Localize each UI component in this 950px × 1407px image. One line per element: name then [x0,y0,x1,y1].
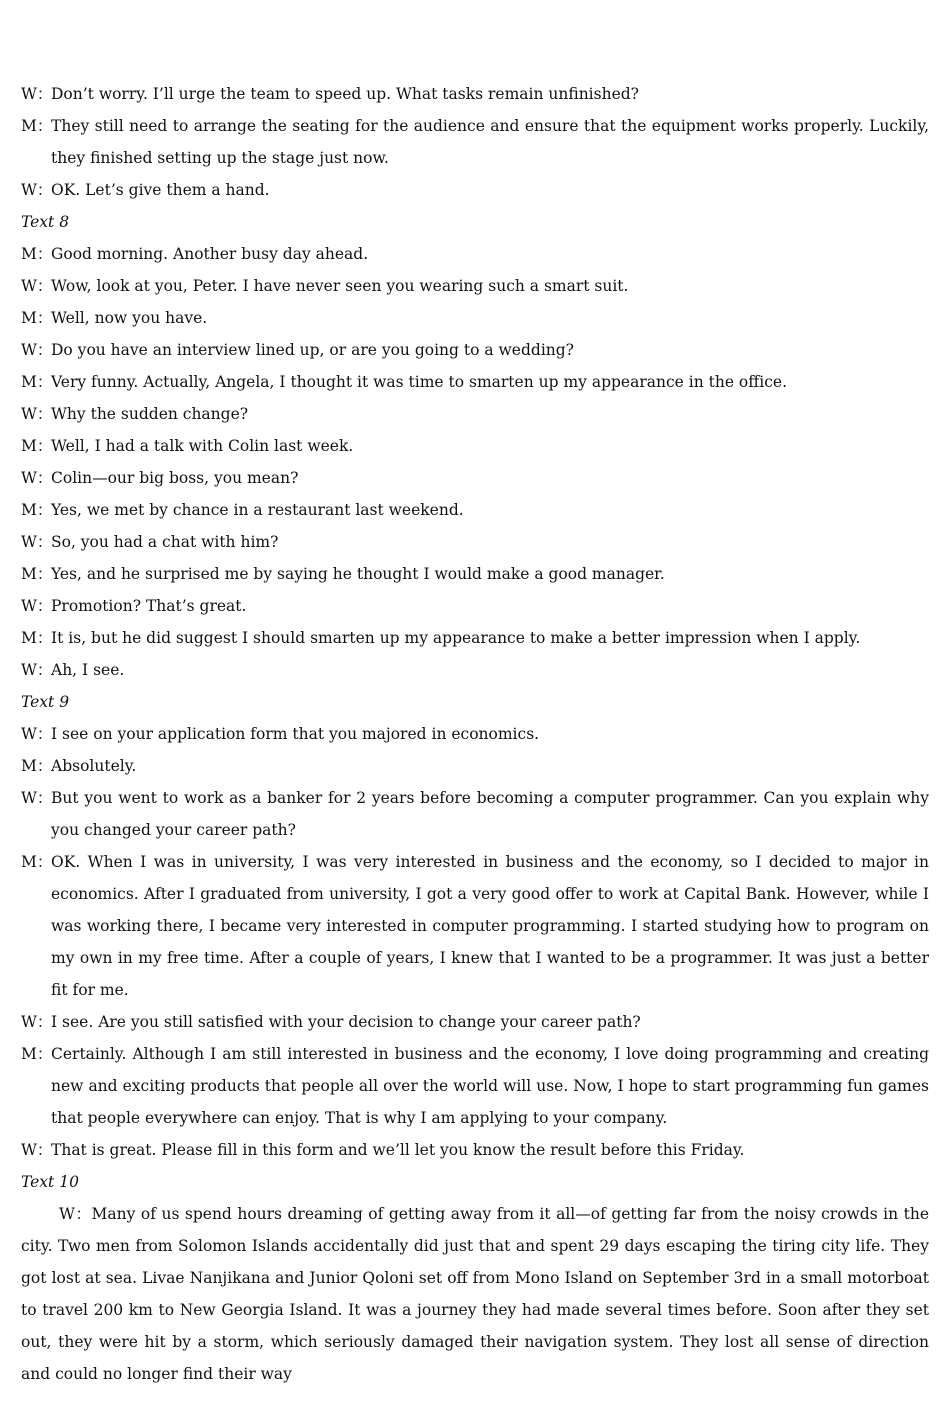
speaker-label: W： [21,469,53,487]
dialogue-line [21,1038,929,1134]
speaker-label: M： [21,437,53,455]
dialogue-text: So, you had a chat with him? [51,533,279,551]
dialogue-text: I see. Are you still satisfied with your decision to change your career path? [51,1013,641,1031]
dialogue-line [21,302,929,334]
dialogue-line [21,718,929,750]
dialogue-text: Certainly. Although I am still interested in business and the economy, I love doing programming and creating new and exciting products that people all over the world will use. Now, I hope to start programming fun games that people everywhere can enjoy. That is why I am applying to your company. [51,1045,929,1127]
dialogue-line [21,1006,929,1038]
dialogue-line [21,494,929,526]
dialogue-line [21,334,929,366]
speaker-label: W： [21,181,53,199]
dialogue-line [21,78,929,110]
speaker-label: M： [21,757,53,775]
dialogue-text: Yes, we met by chance in a restaurant last weekend. [51,501,464,519]
dialogue-text: OK. Let’s give them a hand. [51,181,270,199]
dialogue-text: Promotion? That’s great. [51,597,247,615]
dialogue-text: Well, I had a talk with Colin last week. [51,437,354,455]
speaker-label: M： [21,117,53,135]
dialogue-line [21,846,929,1006]
dialogue-text: Why the sudden change? [51,405,249,423]
dialogue-line [21,782,929,846]
speaker-label: M： [21,629,53,647]
speaker-label: M： [21,1045,53,1063]
dialogue-line [21,526,929,558]
speaker-label: W： [21,405,53,423]
dialogue-text: Do you have an interview lined up, or are you going to a wedding? [51,341,574,359]
dialogue-text: Yes, and he surprised me by saying he thought I would make a good manager. [51,565,665,583]
paragraph: W：Many of us spend hours dreaming of getting away from it all—of getting far from the noisy crowds in the city. Two men from Solomon Islands accidentally did just that and spent 29 days escaping the tiring city life. They got lost at sea. Livae Nanjikana and Junior Qoloni set off from Mono Island on September 3rd in a small motorboat to travel 200 km to New Georgia Island. It was a journey they had made several times before. Soon after they set out, they were hit by a storm, which seriously damaged their navigation system. They lost all sense of direction and could no longer find their way [21,1205,929,1383]
dialogue-line [21,270,929,302]
speaker-label: M： [21,245,53,263]
dialogue-line [21,462,929,494]
speaker-label: W： [21,725,53,743]
dialogue-text: Well, now you have. [51,309,208,327]
speaker-label: M： [21,565,53,583]
speaker-label: W： [21,661,53,679]
dialogue-line [21,238,929,270]
dialogue-line [21,654,929,686]
dialogue-text: But you went to work as a banker for 2 years before becoming a computer programmer. Can you explain why you changed your career path? [51,789,929,839]
dialogue-text: Good morning. Another busy day ahead. [51,245,369,263]
speaker-label: M： [21,309,53,327]
speaker-label: W： [21,597,53,615]
section-heading: Text 10 [21,1173,79,1191]
speaker-label: M： [21,853,53,871]
speaker-label: W： [21,277,53,295]
dialogue-text: Colin—our big boss, you mean? [51,469,299,487]
dialogue-text: I see on your application form that you majored in economics. [51,725,540,743]
dialogue-text: Don’t worry. I’ll urge the team to speed up. What tasks remain unfinished? [51,85,639,103]
dialogue-text: Ah, I see. [51,661,125,679]
dialogue-text: That is great. Please fill in this form and we’ll let you know the result before this Friday. [51,1141,745,1159]
dialogue-text: They still need to arrange the seating for the audience and ensure that the equipment works properly. Luckily, they finished setting up the stage just now. [51,117,929,167]
dialogue-line [21,558,929,590]
dialogue-line [21,750,929,782]
speaker-label: W： [21,341,53,359]
speaker-label: M： [21,501,53,519]
speaker-label: W： [21,1013,53,1031]
dialogue-text: Wow, look at you, Peter. I have never seen you wearing such a smart suit. [51,277,629,295]
dialogue-line [21,590,929,622]
dialogue-text: It is, but he did suggest I should smarten up my appearance to make a better impression when I apply. [51,629,861,647]
section-heading: Text 8 [21,213,70,231]
dialogue-line [21,622,929,654]
transcript-page [0,78,950,1390]
speaker-label: W： [21,533,53,551]
dialogue-text: Absolutely. [51,757,137,775]
speaker-label: W： [21,1141,53,1159]
dialogue-text: Very funny. Actually, Angela, I thought it was time to smarten up my appearance in the office. [51,373,788,391]
dialogue-line [21,110,929,174]
speaker-label: M： [21,373,53,391]
dialogue-line [21,430,929,462]
section-heading: Text 9 [21,693,70,711]
speaker-label: W： [21,789,53,807]
dialogue-line [21,398,929,430]
speaker-label: W： [21,85,53,103]
dialogue-text: OK. When I was in university, I was very interested in business and the economy, so I decided to major in economics. After I graduated from university, I got a very good offer to work at Capital Bank. However, while I was working there, I became very interested in computer programming. I started studying how to program on my own in my free time. After a couple of years, I knew that I wanted to be a programmer. It was just a better fit for me. [51,853,929,999]
dialogue-line [21,366,929,398]
dialogue-line [21,1134,929,1166]
dialogue-line [21,174,929,206]
